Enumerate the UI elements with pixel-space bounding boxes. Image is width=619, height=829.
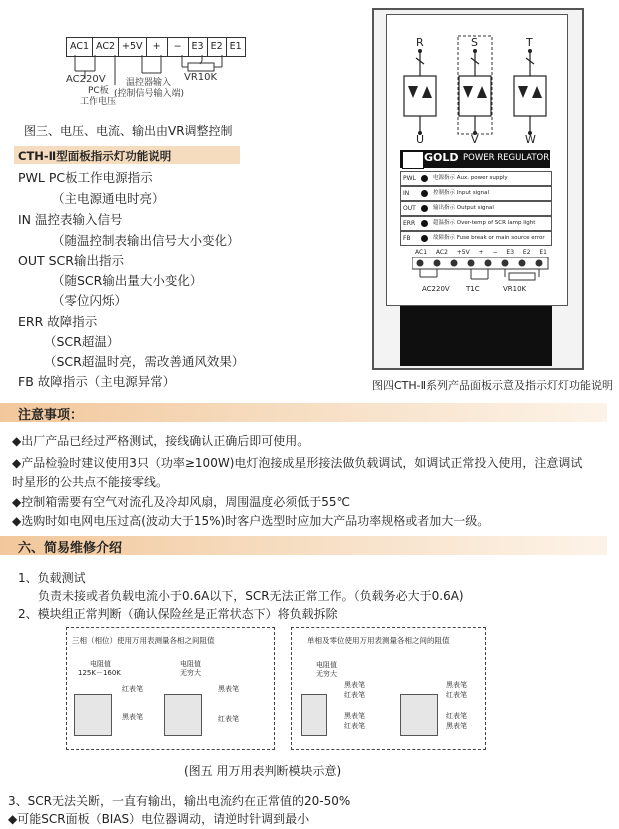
resistance-value: 无穷大 [316,670,337,678]
cth-line: （零位闪烁） [52,293,128,308]
scr-module-icon [301,694,327,736]
indicator-row: OUT 输出指示 Output signal [400,201,552,216]
single-phase-title: 单相及零位使用万用表测量各相之间的阻值 [307,636,450,645]
red-probe-label: 红表笔 [218,715,239,723]
indicator-lamp-icon [421,190,428,197]
resistance-label: 电阻值 [316,661,337,669]
red-probe-label: 红表笔 [344,722,365,730]
black-probe-label: 黑表笔 [122,713,143,721]
notice-bullet: 时星形的公共点不能接零线。 [12,475,169,489]
terminal-label: +5V [119,38,147,56]
resistance-value: 125K－160K [78,669,121,677]
pc-voltage-label: 工作电压 [80,97,117,107]
brand-name: GOLD [424,151,459,164]
black-probe-label: 黑表笔 [446,722,467,730]
cth-line: PWL PC板工作电源指示 [18,170,153,185]
indicator-lamp-icon [421,235,428,242]
brand-subtitle: POWER REGULATOR [463,153,550,163]
red-probe-label: 红表笔 [446,691,467,699]
cth-line: （SCR超温） [44,334,120,349]
cth-line: FB 故障指示（主电源异常） [18,374,176,389]
red-probe-label: 红表笔 [446,712,467,720]
output-label: V [471,133,479,146]
red-probe-label: 红表笔 [344,691,365,699]
resistance-label: 电阻值 [180,660,201,668]
cth-line: ERR 故障指示 [18,314,98,329]
panel-terminal-labels: AC1 AC2 +5V + − E3 E2 E1 [415,249,547,256]
terminal-label: AC2 [93,38,119,56]
vr10k-label: VR10K [184,72,218,83]
repair-title: 六、简易维修介绍 [18,541,123,556]
phase-label: T [526,36,533,49]
notice-title-bar [0,403,607,422]
phase-label: S [471,36,478,49]
resistance-value: 无穷大 [180,669,201,677]
scr-module-icon [74,694,112,736]
indicator-row: PWL 电源指示 Aux. power supply [400,171,552,186]
phase-label: R [416,36,424,49]
cth-line: （随SCR输出量大小变化） [52,273,203,288]
repair-line: 2、模块组正常判断（确认保险丝是正常状态下）将负载拆除 [18,607,338,621]
fig4-caption: 图四CTH-Ⅱ系列产品面板示意及指示灯灯功能说明 [372,379,614,392]
cth-line: （主电源通电时亮） [52,191,165,206]
terminal-strip [66,37,246,57]
black-probe-label: 黑表笔 [344,712,365,720]
notice-bullet: ◆选购时如电网电压过高(波动大于15%)时客户选型时应加大产品功率规格或者加大一级。 [12,514,490,528]
repair-line: 3、SCR无法关断，一直有输出，输出电流约在正常值的20-50% [8,794,351,808]
ac220v-label: AC220V [66,74,106,85]
panel-t1c-label: T1C [466,285,480,293]
repair-line: ◆可能SCR面板（BIAS）电位器调动，请逆时针调到最小 [8,812,310,826]
notice-bullet: ◆出厂产品已经过严格测试，接线确认正确后即可使用。 [12,434,310,448]
gold-logo-icon [402,151,424,169]
cth-line: （SCR超温时亮，需改善通风效果） [44,354,245,369]
indicator-row: FB 故障指示 Fuse break or main source error [400,231,552,246]
output-label: U [416,133,425,146]
indicator-row: ERR 超温指示 Over-temp of SCR lamp light [400,216,552,231]
notice-title: 注意事项： [18,408,84,423]
terminal-label: − [168,38,189,56]
temp-input-sub-label: (控制信号输入端) [114,89,185,99]
cth-line: （随温控制表输出信号大小变化） [52,233,240,248]
pc-board-label: PC板 [88,86,109,96]
fig3-caption: 图三、电压、电流、输出由VR调整控制 [24,124,233,138]
cth-line: IN 温控表输入信号 [18,212,123,227]
black-probe-label: 黑表笔 [218,685,239,693]
terminal-label: E1 [229,41,242,52]
scr-schematic [386,14,566,149]
terminal-label: AC1 [67,38,93,56]
three-phase-title: 三相（相位）使用万用表测量各相之间阻值 [72,636,215,645]
black-probe-label: 黑表笔 [446,681,467,689]
cth-title: CTH-Ⅱ型面板指示灯功能说明 [18,149,172,163]
indicator-lamp-icon [421,175,428,182]
terminal-label: E2 [208,38,227,56]
temp-input-label: 温控器输入 [126,78,172,88]
panel-terminal-block [412,257,550,287]
scr-module-icon [400,694,438,736]
black-probe-label: 黑表笔 [344,681,365,689]
panel-heatsink [400,300,552,366]
cth-line: OUT SCR输出指示 [18,253,124,268]
terminal-label: + [147,38,168,56]
indicator-row: IN 控制指示 Input signal [400,186,552,201]
red-probe-label: 红表笔 [122,685,143,693]
scr-module-icon [164,694,202,736]
fig5-caption: (图五 用万用表判断模块示意) [184,764,342,778]
indicator-lamp-icon [421,205,428,212]
terminal-label: E3 [189,38,208,56]
repair-line: 1、负载测试 [18,571,86,585]
panel-ac-label: AC220V [422,285,450,293]
notice-bullet: ◆产品检验时建议使用3只（功率≥100W)电灯泡接成星形接法做负载调试，如调试正常投入使用，注意调试 [12,456,583,470]
resistance-label: 电阻值 [90,660,111,668]
output-label: W [525,133,536,146]
indicator-lamp-icon [421,220,428,227]
notice-bullet: ◆控制箱需要有空气对流孔及冷却风扇，周围温度必须低于55℃ [12,495,350,509]
repair-line: 负责未接或者负载电流小于0.6A以下，SCR无法正常工作。（负载务必大于0.6A) [38,589,464,603]
panel-vr-label: VR10K [503,285,527,293]
